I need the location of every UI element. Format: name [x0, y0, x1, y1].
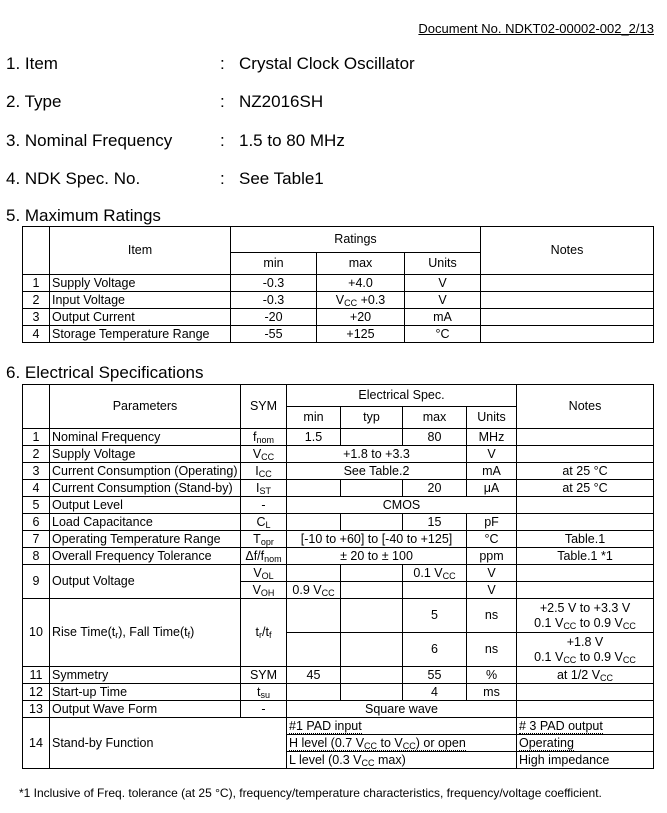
row-max: $V_{CC} +0.3$ — [317, 292, 405, 309]
row-typ — [341, 565, 403, 582]
row-item: Input Voltage — [50, 292, 231, 309]
row-min: -20 — [231, 309, 317, 326]
row-notes: at 1/2 $V_{CC}$ — [517, 667, 654, 684]
standby-output-l: High impedance — [517, 752, 654, 769]
row-max: 6 — [403, 633, 467, 667]
row-units: mA — [467, 463, 517, 480]
item-label: 3. Nominal Frequency — [6, 131, 173, 150]
row-no: 2 — [23, 446, 50, 463]
row-typ — [341, 582, 403, 599]
row-no: 14 — [23, 718, 50, 769]
item-label: 1. Item — [6, 54, 58, 73]
row-typ — [341, 514, 403, 531]
row-notes — [517, 497, 654, 514]
table-row — [23, 275, 654, 292]
item-label: 2. Type — [6, 92, 62, 111]
row-min — [287, 514, 341, 531]
row-no: 8 — [23, 548, 50, 565]
table-row — [23, 446, 654, 463]
row-units: mA — [405, 309, 481, 326]
footnote: *1 Inclusive of Freq. tolerance (at 25 °C), frequency/temperature characteristics, frequency/voltage coefficient. — [19, 786, 602, 800]
row-param: Overall Frequency Tolerance — [50, 548, 241, 565]
row-units: V — [467, 582, 517, 599]
table-row — [23, 497, 654, 514]
row-no: 4 — [23, 326, 50, 343]
row-no: 10 — [23, 599, 50, 667]
header-notes: Notes — [481, 227, 654, 275]
row-no: 7 — [23, 531, 50, 548]
row-units: μA — [467, 480, 517, 497]
row-no: 2 — [23, 292, 50, 309]
header-units: Units — [405, 253, 481, 275]
table-row — [23, 463, 654, 480]
row-sym: $I_{ST}$ — [241, 480, 287, 497]
row-notes — [517, 684, 654, 701]
row-typ — [341, 429, 403, 446]
row-max: 80 — [403, 429, 467, 446]
row-param: Operating Temperature Range — [50, 531, 241, 548]
row-min: 1.5 — [287, 429, 341, 446]
row-notes — [517, 429, 654, 446]
table-row — [23, 701, 654, 718]
table-row — [23, 718, 654, 735]
row-notes: Table.1 *1 — [517, 548, 654, 565]
table-row — [23, 531, 654, 548]
row-sym: - — [241, 701, 287, 718]
row-units: % — [467, 667, 517, 684]
electrical-spec-table — [22, 384, 654, 769]
row-typ — [341, 633, 403, 667]
standby-input-h: H level (0.7 $V_{CC}$ to $V_{CC}$) or open — [287, 735, 517, 752]
row-notes: +2.5 V to +3.3 V 0.1 $V_{CC}$ to 0.9 $V_{CC}$ — [517, 599, 654, 633]
row-max: 20 — [403, 480, 467, 497]
row-notes — [481, 275, 654, 292]
header-blank — [23, 227, 50, 275]
row-notes — [517, 582, 654, 599]
standby-output-h: Operating — [517, 735, 654, 752]
row-spec-span: Square wave — [287, 701, 517, 718]
row-units: V — [405, 275, 481, 292]
row-min: -0.3 — [231, 292, 317, 309]
document-number: Document No. NDKT02-00002-002_2/13 — [418, 21, 654, 36]
row-sym: $T_{opr}$ — [241, 531, 287, 548]
header-max: max — [403, 407, 467, 429]
row-max — [403, 582, 467, 599]
colon: : — [220, 92, 225, 111]
row-units: V — [405, 292, 481, 309]
header-min: min — [231, 253, 317, 275]
row-units: °C — [405, 326, 481, 343]
row-spec-span: [-10 to +60] to [-40 to +125] — [287, 531, 467, 548]
max-ratings-table — [22, 226, 654, 343]
row-sym: $V_{OH}$ — [241, 582, 287, 599]
header-sym: SYM — [241, 385, 287, 429]
table-row — [23, 514, 654, 531]
row-param: Current Consumption (Operating) — [50, 463, 241, 480]
standby-input-header: #1 PAD input — [287, 718, 517, 735]
row-max: 0.1 $V_{CC}$ — [403, 565, 467, 582]
row-spec-span: See Table.2 — [287, 463, 467, 480]
row-no: 9 — [23, 565, 50, 599]
row-param: Rise $Time(t_r)$, Fall $Time(t_f)$ — [50, 599, 241, 667]
row-notes — [481, 309, 654, 326]
header-typ: typ — [341, 407, 403, 429]
row-notes: at 25 °C — [517, 480, 654, 497]
section-title-max-ratings: 5. Maximum Ratings — [6, 206, 161, 225]
row-no: 12 — [23, 684, 50, 701]
item-value: NZ2016SH — [239, 92, 324, 111]
row-no: 6 — [23, 514, 50, 531]
colon: : — [220, 54, 225, 73]
row-max: 4 — [403, 684, 467, 701]
row-no: 1 — [23, 275, 50, 292]
row-param: Supply Voltage — [50, 446, 241, 463]
row-max: 15 — [403, 514, 467, 531]
row-sym: $\Delta f/f_{nom}$ — [241, 548, 287, 565]
row-no: 11 — [23, 667, 50, 684]
table-row — [23, 548, 654, 565]
header-max: max — [317, 253, 405, 275]
standby-input-l: L level (0.3 $V_{CC}$ max) — [287, 752, 517, 769]
row-sym: $I_{CC}$ — [241, 463, 287, 480]
row-max: +4.0 — [317, 275, 405, 292]
row-min: 45 — [287, 667, 341, 684]
row-sym: $C_L$ — [241, 514, 287, 531]
table-row — [23, 429, 654, 446]
table-row — [23, 565, 654, 582]
row-no: 1 — [23, 429, 50, 446]
row-param: Start-up Time — [50, 684, 241, 701]
item-label: 4. NDK Spec. No. — [6, 169, 141, 188]
header-blank — [23, 385, 50, 429]
colon: : — [220, 169, 225, 188]
row-units: pF — [467, 514, 517, 531]
table-row — [23, 480, 654, 497]
row-units: ppm — [467, 548, 517, 565]
row-min — [287, 480, 341, 497]
row-units: ns — [467, 633, 517, 667]
row-notes — [517, 514, 654, 531]
row-max: 55 — [403, 667, 467, 684]
header-ratings: Ratings — [231, 227, 481, 253]
header-min: min — [287, 407, 341, 429]
row-notes: +1.8 V 0.1 $V_{CC}$ to 0.9 $V_{CC}$ — [517, 633, 654, 667]
row-param: Output Voltage — [50, 565, 241, 599]
row-no: 5 — [23, 497, 50, 514]
table-row — [23, 326, 654, 343]
row-item: Supply Voltage — [50, 275, 231, 292]
table-row — [23, 309, 654, 326]
table-row — [23, 292, 654, 309]
row-typ — [341, 480, 403, 497]
row-sym: $t_r/t_f$ — [241, 599, 287, 667]
row-typ — [341, 667, 403, 684]
row-item: Output Current — [50, 309, 231, 326]
row-units: ns — [467, 599, 517, 633]
row-param: Output Level — [50, 497, 241, 514]
row-param: Symmetry — [50, 667, 241, 684]
row-no: 4 — [23, 480, 50, 497]
header-parameters: Parameters — [50, 385, 241, 429]
row-min: -55 — [231, 326, 317, 343]
table-row — [23, 599, 654, 633]
row-max: +20 — [317, 309, 405, 326]
row-min: 0.9 $V_{CC}$ — [287, 582, 341, 599]
row-max: 5 — [403, 599, 467, 633]
row-min — [287, 565, 341, 582]
row-units: MHz — [467, 429, 517, 446]
row-sym: $V_{CC}$ — [241, 446, 287, 463]
colon: : — [220, 131, 225, 150]
row-units: V — [467, 565, 517, 582]
header-item: Item — [50, 227, 231, 275]
row-no: 13 — [23, 701, 50, 718]
row-min — [287, 633, 341, 667]
item-value: See Table1 — [239, 169, 324, 188]
row-no: 3 — [23, 463, 50, 480]
row-min — [287, 684, 341, 701]
header-notes: Notes — [517, 385, 654, 429]
row-param: Nominal Frequency — [50, 429, 241, 446]
row-sym: $f_{nom}$ — [241, 429, 287, 446]
row-notes: Table.1 — [517, 531, 654, 548]
row-min: -0.3 — [231, 275, 317, 292]
row-spec-span: +1.8 to +3.3 — [287, 446, 467, 463]
row-notes: at 25 °C — [517, 463, 654, 480]
row-notes — [517, 565, 654, 582]
row-param: Current Consumption (Stand-by) — [50, 480, 241, 497]
table-row — [23, 667, 654, 684]
row-notes — [517, 701, 654, 718]
row-units: °C — [467, 531, 517, 548]
row-min — [287, 599, 341, 633]
row-sym: $V_{OL}$ — [241, 565, 287, 582]
row-param: Output Wave Form — [50, 701, 241, 718]
row-sym: SYM — [241, 667, 287, 684]
row-param: Load Capacitance — [50, 514, 241, 531]
row-typ — [341, 599, 403, 633]
row-max: +125 — [317, 326, 405, 343]
row-spec-span: CMOS — [287, 497, 517, 514]
row-units: V — [467, 446, 517, 463]
row-sym: - — [241, 497, 287, 514]
item-value: Crystal Clock Oscillator — [239, 54, 415, 73]
row-param: Stand-by Function — [50, 718, 287, 769]
row-units: ms — [467, 684, 517, 701]
section-title-electrical: 6. Electrical Specifications — [6, 363, 204, 382]
header-units: Units — [467, 407, 517, 429]
row-notes — [481, 292, 654, 309]
row-notes — [481, 326, 654, 343]
row-sym: $t_{su}$ — [241, 684, 287, 701]
standby-output-header: # 3 PAD output — [517, 718, 654, 735]
header-electrical-spec: Electrical Spec. — [287, 385, 517, 407]
item-value: 1.5 to 80 MHz — [239, 131, 345, 150]
row-typ — [341, 684, 403, 701]
row-item: Storage Temperature Range — [50, 326, 231, 343]
row-spec-span: ± 20 to ± 100 — [287, 548, 467, 565]
row-notes — [517, 446, 654, 463]
row-no: 3 — [23, 309, 50, 326]
table-row — [23, 684, 654, 701]
